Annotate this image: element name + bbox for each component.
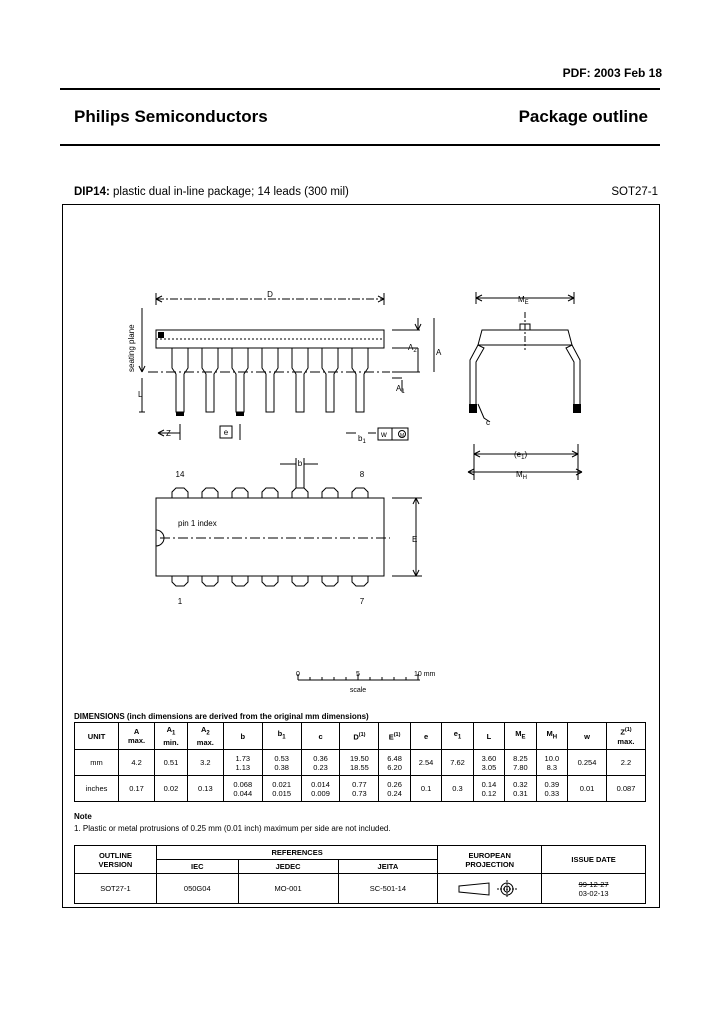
- dim-header-2: $A_1$ min.: [155, 723, 188, 750]
- jeita-value: SC-501-14: [338, 874, 438, 904]
- issue-date-header: ISSUE DATE: [542, 846, 646, 874]
- dim-cell: 3.60 3.05: [473, 750, 504, 776]
- label-M-symbol: M: [400, 433, 405, 439]
- dim-cell: 0.77 0.73: [340, 776, 379, 802]
- dim-cell: 10.0 8.3: [536, 750, 567, 776]
- iec-value: 050G04: [156, 874, 238, 904]
- dim-cell: 6.48 6.20: [379, 750, 410, 776]
- top-body: [156, 498, 384, 576]
- label-Z: Z: [166, 429, 171, 438]
- dim-cell: 19.50 18.55: [340, 750, 379, 776]
- dim-cell: 2.2: [606, 750, 645, 776]
- dimensions-title: DIMENSIONS (inch dimensions are derived from the original mm dimensions): [74, 712, 369, 721]
- dim-header-3: $A_2$ max.: [187, 723, 223, 750]
- label-pin-8: 8: [359, 470, 365, 479]
- dim-row: [75, 776, 646, 802]
- outline-version-header: OUTLINE VERSION: [75, 846, 157, 874]
- projection-header: EUROPEAN PROJECTION: [438, 846, 542, 874]
- references-header: REFERENCES: [156, 846, 437, 860]
- jedec-value: MO-001: [238, 874, 338, 904]
- note-text: 1. Plastic or metal protrusions of 0.25 mm (0.01 inch) maximum per side are not included.: [74, 824, 391, 833]
- side-view: [139, 293, 434, 440]
- dim-header-8: $E^{(1)}$: [379, 723, 410, 750]
- dim-cell: 0.014 0.009: [301, 776, 340, 802]
- dim-unit: inches: [75, 776, 119, 802]
- dim-cell: 0.39 0.33: [536, 776, 567, 802]
- projection-symbol: [438, 874, 542, 904]
- jedec-header: JEDEC: [238, 860, 338, 874]
- dim-header-14: w: [568, 723, 607, 750]
- label-MH: $M_H$: [516, 470, 528, 481]
- jeita-header: JEITA: [338, 860, 438, 874]
- projection-icon: [455, 879, 525, 899]
- scale-tick-5: 5: [356, 671, 360, 678]
- dim-cell: 1.73 1.13: [223, 750, 262, 776]
- dim-cell: 0.02: [155, 776, 188, 802]
- scale-caption: scale: [349, 687, 367, 694]
- dim-cell: 7.62: [442, 750, 473, 776]
- label-w: w: [381, 430, 387, 439]
- dim-header-5: $b_1$: [262, 723, 301, 750]
- dim-cell: 0.17: [119, 776, 155, 802]
- dim-header-13: $M_H$: [536, 723, 567, 750]
- label-A2: $A_2$: [408, 343, 417, 354]
- dim-cell: 0.1: [410, 776, 441, 802]
- label-pin-14: 14: [175, 470, 185, 479]
- dim-cell: 0.3: [442, 776, 473, 802]
- label-e1: $(e_1)$: [514, 450, 528, 461]
- scale-tick-0: 0: [296, 671, 300, 678]
- scale-tick-10: 10 mm: [414, 671, 436, 678]
- label-L: L: [138, 390, 143, 399]
- dim-unit: mm: [75, 750, 119, 776]
- label-A1: $A_1$: [396, 384, 405, 395]
- label-A: A: [436, 348, 442, 357]
- label-b1: $b_1$: [358, 434, 366, 445]
- outline-version-value: SOT27-1: [75, 874, 157, 904]
- dim-cell: 0.51: [155, 750, 188, 776]
- dim-cell: 0.068 0.044: [223, 776, 262, 802]
- dim-cell: 0.36 0.23: [301, 750, 340, 776]
- package-name-bold: DIP14:: [74, 186, 110, 198]
- label-D: D: [267, 290, 273, 299]
- dim-cell: 0.254: [568, 750, 607, 776]
- dimensions-table: [74, 722, 646, 802]
- dim-header-10: $e_1$: [442, 723, 473, 750]
- references-table: [74, 845, 646, 904]
- dim-cell: 0.14 0.12: [473, 776, 504, 802]
- dim-cell: 0.13: [187, 776, 223, 802]
- dim-row: [75, 750, 646, 776]
- dim-cell: 0.32 0.31: [505, 776, 536, 802]
- issue-date-new: 03-02-13: [578, 888, 609, 898]
- label-ME: $M_E$: [518, 295, 529, 306]
- issue-date-old: 99-12-27: [578, 879, 609, 889]
- side-leads: [172, 348, 368, 412]
- dim-cell: 8.25 7.80: [505, 750, 536, 776]
- iec-header: IEC: [156, 860, 238, 874]
- dim-header-1: A max.: [119, 723, 155, 750]
- dim-header-12: $M_E$: [505, 723, 536, 750]
- dim-cell: 2.54: [410, 750, 441, 776]
- note-title: Note: [74, 812, 92, 821]
- label-pin-1-index: pin 1 index: [178, 519, 217, 528]
- label-E: E: [412, 535, 418, 544]
- pdf-date: PDF: 2003 Feb 18: [562, 66, 662, 80]
- top-leads-upper: [172, 488, 368, 498]
- dim-header-6: c: [301, 723, 340, 750]
- label-pin-7: 7: [359, 597, 365, 606]
- label-c: c: [486, 418, 490, 427]
- label-pin-1: 1: [177, 597, 183, 606]
- dim-header-4: b: [223, 723, 262, 750]
- dim-cell: 4.2: [119, 750, 155, 776]
- dim-cell: 3.2: [187, 750, 223, 776]
- dim-cell: 0.26 0.24: [379, 776, 410, 802]
- top-leads-lower: [172, 576, 368, 586]
- dim-header-11: L: [473, 723, 504, 750]
- package-description: plastic dual in-line package; 14 leads (300 mil): [109, 186, 349, 198]
- document-title: Package outline: [518, 107, 648, 126]
- package-code: SOT27-1: [611, 186, 658, 198]
- issue-date-values: [542, 874, 646, 904]
- label-e: e: [223, 428, 229, 437]
- dim-cell: 0.53 0.38: [262, 750, 301, 776]
- dim-cell: 0.01: [568, 776, 607, 802]
- dim-header-9: e: [410, 723, 441, 750]
- label-b: b: [297, 459, 303, 468]
- dim-header-7: $D^{(1)}$: [340, 723, 379, 750]
- company-name: Philips Semiconductors: [74, 107, 268, 126]
- dim-cell: 0.087: [606, 776, 645, 802]
- label-seating-plane: seating plane: [127, 324, 136, 372]
- dim-header-0: UNIT: [75, 723, 119, 750]
- dim-header-15: $Z^{(1)}$ max.: [606, 723, 645, 750]
- dim-cell: 0.021 0.015: [262, 776, 301, 802]
